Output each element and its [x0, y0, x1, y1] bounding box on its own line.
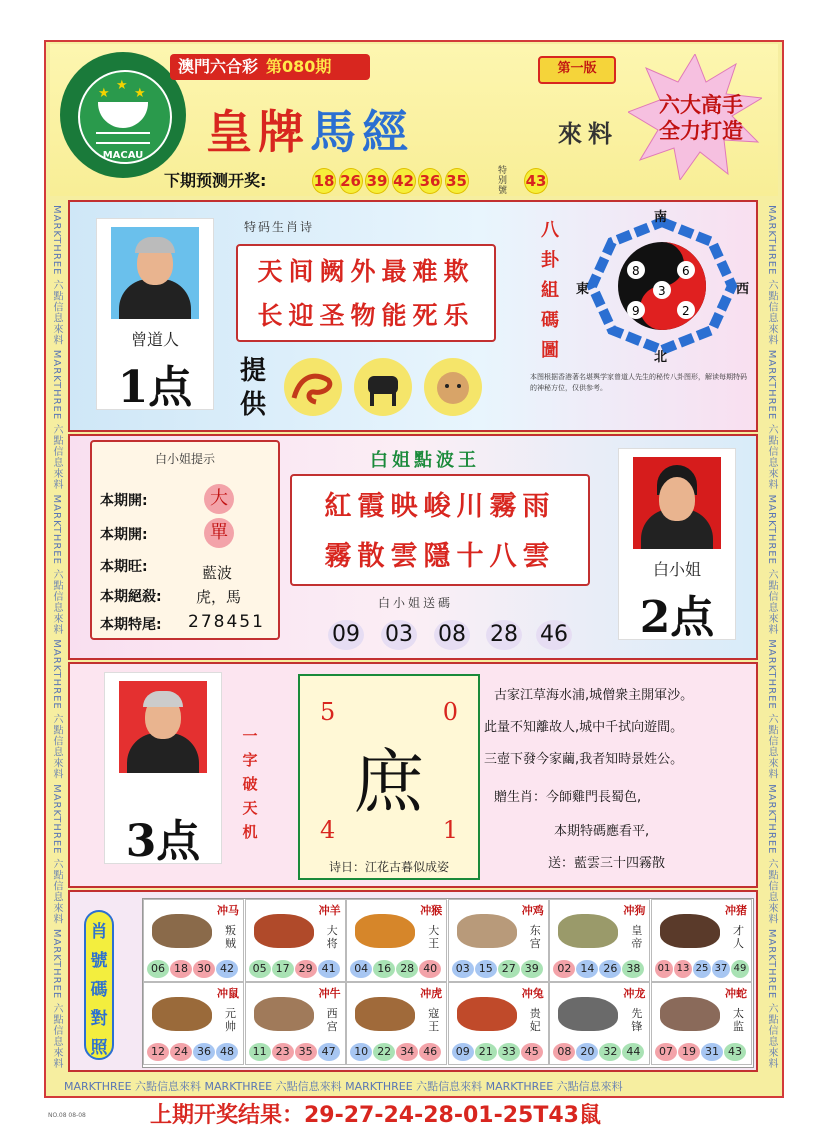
zodiac-number-ball: 13	[674, 960, 692, 978]
zodiac-number-ball: 48	[216, 1043, 238, 1061]
corner-number: 0	[442, 698, 458, 726]
zodiac-grid	[142, 898, 754, 1068]
predict-label: 下期预测开奖:	[164, 171, 267, 190]
tip-label: 本期旺:	[100, 559, 148, 575]
predict-number-ball: 39	[365, 168, 389, 194]
label-char: 天	[242, 799, 258, 817]
zodiac-numbers	[147, 1043, 243, 1061]
zodiac-cell	[346, 982, 447, 1065]
animal-icon	[457, 914, 517, 948]
bagua-char: 八	[541, 220, 559, 241]
star-icon: ★	[98, 86, 110, 101]
poem-line: 天间阙外最难欺	[257, 257, 475, 286]
issue-number: 第080期	[266, 57, 332, 76]
animal-icon	[254, 914, 314, 948]
zodiac-tag: 冲龙	[623, 987, 646, 1000]
animal-icon	[558, 997, 618, 1031]
zodiac-number-ball: 15	[475, 960, 497, 978]
zodiac-title: 叛贼	[225, 924, 236, 950]
label-char: 字	[242, 751, 258, 769]
hair-shape	[135, 237, 175, 253]
zodiac-number-ball: 12	[147, 1043, 169, 1061]
animal-icon	[152, 914, 212, 948]
poem-line: 古家江草海水浦,城僧衆主開軍沙。	[494, 688, 694, 703]
poem-line: 贈生肖：今師雞門長蜀色,	[494, 790, 642, 805]
photo-frame	[633, 457, 721, 549]
zodiac-number-ball: 22	[373, 1043, 395, 1061]
zodiac-number-ball: 05	[249, 960, 271, 978]
ox-icon	[354, 358, 412, 416]
animal-icon	[152, 997, 212, 1031]
zodiac-number-ball: 31	[701, 1043, 723, 1061]
zodiac-numbers	[249, 960, 345, 978]
animal-icon	[254, 997, 314, 1031]
zodiac-number-ball: 30	[193, 960, 215, 978]
tip-value: 藍波	[202, 564, 233, 582]
zodiac-number-ball: 17	[272, 960, 294, 978]
zodiac-cell	[346, 899, 447, 982]
suit-shape	[119, 279, 191, 319]
poem-line: 本期特碼應看平,	[554, 824, 650, 839]
bai-poem	[290, 474, 590, 586]
zodiac-cell	[245, 982, 346, 1065]
bagua-number: 9	[632, 304, 640, 318]
bottom-watermark: MARKTHREE 六點信息來料 MARKTHREE 六點信息來料 MARKTHREE 六點信息來料 MARKTHREE 六點信息來料	[64, 1080, 623, 1093]
tip-value-badge: 單	[204, 518, 234, 548]
macau-emblem	[60, 52, 186, 178]
master-points: 3点	[125, 816, 201, 867]
zodiac-title: 贵妃	[529, 1007, 541, 1033]
special-number-ball: 43	[524, 168, 548, 194]
zodiac-number-ball: 37	[712, 960, 730, 978]
yizi-potian-label	[240, 724, 260, 844]
bagua-char: 碼	[541, 310, 559, 331]
zodiac-tag: 冲兔	[521, 987, 544, 1000]
predict-number-ball: 18	[312, 168, 336, 194]
last-result: 上期开奖结果：29-27-24-28-01-25T43鼠	[150, 1103, 601, 1128]
tip-label: 本期開:	[100, 493, 148, 509]
bagua-number: 2	[682, 304, 690, 318]
zodiac-title: 西宫	[326, 1007, 338, 1033]
direction-east: 東	[576, 282, 590, 297]
master-points: 1点	[117, 362, 193, 413]
predict-number-ball: 42	[392, 168, 416, 194]
master-name: 白小姐	[652, 560, 701, 579]
zodiac-tag: 冲羊	[318, 904, 341, 917]
zodiac-number-ball: 08	[553, 1043, 575, 1061]
tip-label: 本期絕殺:	[100, 589, 162, 605]
tip-label: 本期開:	[100, 527, 148, 543]
portrait-master-3	[104, 672, 222, 867]
zodiac-number-ball: 41	[318, 960, 340, 978]
zodiac-number-ball: 39	[521, 960, 543, 978]
slogan-line1: 六大高手	[659, 93, 743, 117]
tip-value: 虎，馬	[196, 588, 242, 606]
special-label: 特别號	[498, 166, 508, 196]
zodiac-number-ball: 38	[622, 960, 644, 978]
label-char: 肖	[90, 922, 108, 942]
zodiac-number-ball: 02	[553, 960, 575, 978]
zodiac-number-ball: 16	[373, 960, 395, 978]
portrait-bai	[618, 448, 736, 643]
send-number-ball: 08	[434, 620, 470, 650]
bagua-char: 卦	[541, 250, 559, 271]
zodiac-cell	[448, 899, 549, 982]
zodiac-number-ball: 03	[452, 960, 474, 978]
suit-shape	[127, 733, 199, 773]
label-char: 机	[242, 823, 258, 841]
tip-value: 278451	[188, 612, 265, 632]
zodiac-number-ball: 27	[498, 960, 520, 978]
zodiac-numbers	[350, 1043, 446, 1061]
zodiac-number-ball: 49	[731, 960, 749, 978]
barcode-text: NO.08 08-08	[48, 1112, 86, 1119]
hair-shape	[143, 691, 183, 707]
label-char: 照	[90, 1038, 108, 1058]
zodiac-title: 大将	[326, 924, 338, 950]
emblem-text: MACAU	[102, 150, 144, 161]
zodiac-number-ball: 40	[419, 960, 441, 978]
photo-frame	[119, 681, 207, 773]
zodiac-tag: 冲虎	[420, 987, 443, 1000]
animal-icon	[457, 997, 517, 1031]
zodiac-number-ball: 25	[693, 960, 711, 978]
section-title: 特码生肖诗	[244, 220, 315, 234]
animal-icon	[660, 914, 720, 948]
provide-label: 提供	[240, 356, 267, 420]
send-number-ball: 09	[328, 620, 364, 650]
sea-icon	[96, 132, 150, 144]
predict-number-ball: 36	[418, 168, 442, 194]
zodiac-number-ball: 28	[396, 960, 418, 978]
brand-title	[206, 96, 414, 162]
slogan	[646, 92, 756, 144]
bagua-number: 6	[682, 264, 690, 278]
tip-label: 本期特尾:	[100, 617, 162, 633]
zodiac-number-ball: 43	[724, 1043, 746, 1061]
source-label: 來料	[558, 120, 618, 148]
zodiac-number-ball: 01	[655, 960, 673, 978]
zodiac-numbers	[553, 960, 649, 978]
label-char: 碼	[90, 980, 108, 1000]
zodiac-tag: 冲牛	[318, 987, 341, 1000]
riddle-box	[298, 674, 480, 880]
bagua-char: 圖	[541, 340, 559, 361]
bagua-title	[538, 216, 562, 366]
direction-south: 南	[654, 210, 668, 225]
brand-part1: 皇牌	[206, 105, 310, 159]
tips-title: 白小姐提示	[154, 452, 215, 466]
send-title: 白小姐送碼	[378, 596, 454, 610]
bagua-description: 本图根据香港著名堪舆学家曾道人先生的秘传八卦图形，解读每期特码的神秘方位，仅供参考。	[530, 373, 747, 392]
poem-line: 此量不知離故人,城中千拭向遊間。	[484, 720, 684, 735]
zodiac-cell	[245, 899, 346, 982]
zodiac-number-ball: 45	[521, 1043, 543, 1061]
zodiac-cell	[143, 982, 244, 1065]
bzw-title: 白姐點波王	[370, 450, 480, 471]
photo-frame	[111, 227, 199, 319]
zodiac-number-ball: 42	[216, 960, 238, 978]
zodiac-cell	[651, 982, 752, 1065]
zodiac-numbers	[553, 1043, 649, 1061]
zodiac-number-ball: 09	[452, 1043, 474, 1061]
zodiac-tag: 冲猴	[420, 904, 443, 917]
zodiac-number-ball: 44	[622, 1043, 644, 1061]
zodiac-cell	[448, 982, 549, 1065]
dog-icon	[424, 358, 482, 416]
zodiac-number-ball: 24	[170, 1043, 192, 1061]
zodiac-cell	[549, 982, 650, 1065]
riddle-note: 诗日：江花古暮似成姿	[328, 860, 449, 874]
send-number-ball: 46	[536, 620, 572, 650]
zodiac-numbers	[452, 1043, 548, 1061]
label-char: 對	[90, 1009, 108, 1029]
send-number-ball: 28	[486, 620, 522, 650]
lottery-name: 澳門六合彩	[178, 57, 259, 76]
predict-number-ball: 35	[445, 168, 469, 194]
label-char: 一	[242, 727, 258, 745]
bagua-number: 3	[658, 284, 666, 298]
zodiac-number-ball: 21	[475, 1043, 497, 1061]
zodiac-title: 先锋	[631, 1007, 643, 1033]
predict-number-ball: 26	[339, 168, 363, 194]
lottery-tag	[170, 54, 370, 80]
zodiac-cell	[549, 899, 650, 982]
zodiac-title: 寇王	[428, 1007, 440, 1033]
zodiac-numbers	[249, 1043, 345, 1061]
bagua-char: 組	[541, 280, 559, 301]
label-char: 破	[242, 775, 258, 793]
zodiac-tag: 冲马	[217, 904, 239, 917]
edition-badge: 第一版	[538, 56, 616, 84]
zodiac-title: 元帅	[225, 1007, 236, 1033]
zodiac-numbers	[147, 960, 243, 978]
zodiac-number-ball: 26	[599, 960, 621, 978]
side-watermark-right: MARKTHREE 六點信息來料 MARKTHREE 六點信息來料 MARKTHREE 六點信息來料 MARKTHREE 六點信息來料 MARKTHREE 六點信息來料 MARKTHREE 六點信息來料	[766, 205, 777, 1070]
poem-line: 紅霞映峻川霧雨	[324, 491, 556, 522]
bai-tips-box	[90, 440, 280, 640]
send-number-ball: 03	[381, 620, 417, 650]
tip-value-badge: 大	[204, 484, 234, 514]
zodiac-title: 皇帝	[631, 924, 643, 950]
zodiac-number-ball: 18	[170, 960, 192, 978]
animal-icon	[660, 997, 720, 1031]
portrait-zeng	[96, 218, 214, 413]
zodiac-number-ball: 35	[295, 1043, 317, 1061]
zodiac-title: 大王	[428, 924, 440, 950]
zodiac-number-ball: 07	[655, 1043, 677, 1061]
corner-number: 1	[442, 816, 458, 844]
slogan-line2: 全力打造	[659, 119, 743, 143]
animal-icon	[558, 914, 618, 948]
zodiac-tag: 冲蛇	[725, 987, 747, 1000]
zodiac-cell	[143, 899, 244, 982]
zodiac-tag: 冲鸡	[521, 904, 544, 917]
zodiac-number-ball: 04	[350, 960, 372, 978]
zodiac-number-ball: 34	[396, 1043, 418, 1061]
zodiac-number-ball: 23	[272, 1043, 294, 1061]
zodiac-tag: 冲鼠	[217, 987, 239, 1000]
poem-line: 三壺下發今家繭,我者知時景姓公。	[484, 752, 684, 767]
bagua-number: 8	[632, 264, 640, 278]
poem-line: 长迎圣物能死乐	[257, 301, 475, 330]
dragon-icon	[284, 358, 342, 416]
animal-icon	[355, 997, 415, 1031]
face-shape	[659, 477, 695, 521]
zodiac-number-ball: 32	[599, 1043, 621, 1061]
zodiac-number-ball: 06	[147, 960, 169, 978]
zodiac-number-ball: 11	[249, 1043, 271, 1061]
master-name: 曾道人	[130, 330, 179, 349]
star-icon: ★	[134, 86, 146, 101]
brand-part2: 馬經	[310, 105, 414, 159]
zeng-poem	[236, 244, 496, 342]
zodiac-numbers	[452, 960, 548, 978]
zodiac-title: 东宫	[529, 924, 541, 950]
zodiac-number-ball: 46	[419, 1043, 441, 1061]
zodiac-numbers	[350, 960, 446, 978]
side-watermark-left: MARKTHREE 六點信息來料 MARKTHREE 六點信息來料 MARKTHREE 六點信息來料 MARKTHREE 六點信息來料 MARKTHREE 六點信息來料 MARKTHREE 六點信息來料	[51, 205, 62, 1070]
zodiac-number-ball: 20	[576, 1043, 598, 1061]
zodiac-cell	[651, 899, 752, 982]
zodiac-title: 太监	[733, 1007, 744, 1033]
zodiac-number-ball: 10	[350, 1043, 372, 1061]
riddle-character: 庶	[354, 741, 424, 823]
zodiac-number-ball: 14	[576, 960, 598, 978]
zodiac-number-ball: 33	[498, 1043, 520, 1061]
poem-line: 送：藍雲三十四霧散	[548, 856, 666, 871]
poem-line: 霧散雲隱十八雲	[324, 541, 556, 572]
direction-west: 西	[736, 282, 750, 297]
zodiac-number-ball: 36	[193, 1043, 215, 1061]
zodiac-numbers	[655, 1043, 751, 1061]
zodiac-number-ball: 29	[295, 960, 317, 978]
zodiac-numbers	[655, 960, 751, 978]
zodiac-number-ball: 47	[318, 1043, 340, 1061]
zodiac-tag: 冲猪	[725, 904, 747, 917]
zodiac-number-ball: 19	[678, 1043, 700, 1061]
label-char: 號	[90, 951, 108, 971]
corner-number: 5	[320, 698, 336, 726]
zodiac-table-label	[84, 910, 114, 1060]
master-points: 2点	[639, 592, 715, 643]
zodiac-title: 才人	[733, 924, 744, 950]
animal-icon	[355, 914, 415, 948]
direction-north: 北	[654, 350, 668, 365]
zodiac-tag: 冲狗	[623, 904, 646, 917]
star-icon: ★	[116, 78, 128, 93]
corner-number: 4	[320, 816, 336, 844]
